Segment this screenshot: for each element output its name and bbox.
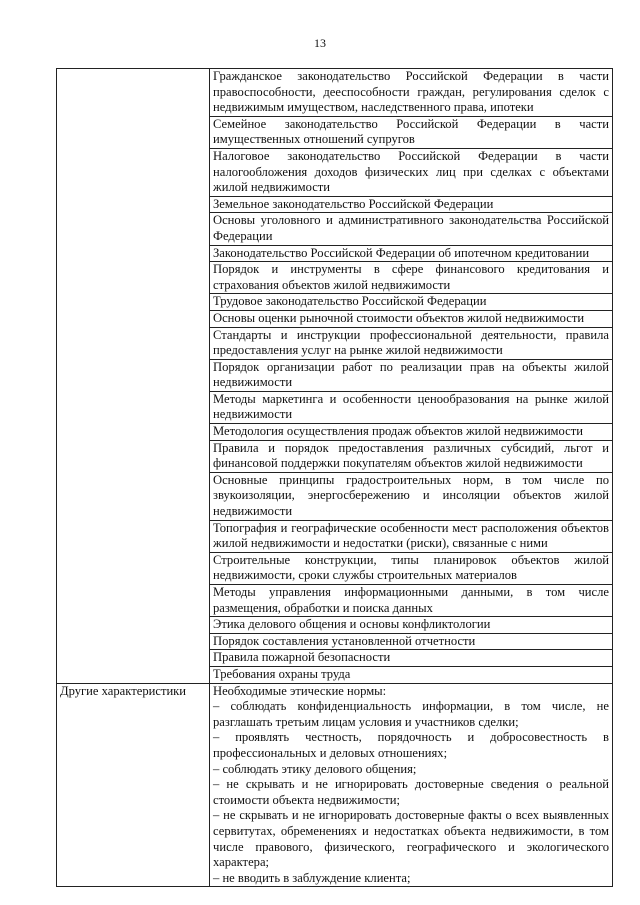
- competency-table: [56, 68, 613, 887]
- knowledge-item: Топография и географические особенности мест расположения объектов жилой недвижимости и недостатки (риски), связанные с ними: [210, 521, 612, 553]
- knowledge-content-cell: [210, 69, 613, 684]
- ethics-norm: – соблюдать конфиденциальность информации, в том числе, не разглашать третьим лицам условия и участников сделки;: [213, 699, 609, 729]
- ethics-norm: – проявлять честность, порядочность и добросовестность в профессиональных и деловых отношениях;: [213, 730, 609, 760]
- page-number: 13: [314, 36, 326, 50]
- knowledge-item: Земельное законодательство Российской Федерации: [210, 197, 612, 214]
- knowledge-item: Стандарты и инструкции профессиональной деятельности, правила предоставления услуг на рынке жилой недвижимости: [210, 328, 612, 360]
- ethics-heading: Необходимые этические нормы:: [213, 683, 387, 698]
- knowledge-item: Порядок и инструменты в сфере финансового кредитования и страхования объектов жилой недвижимости: [210, 262, 612, 294]
- knowledge-item: Гражданское законодательство Российской Федерации в части правоспособности, дееспособности граждан, регулирования сделок с недвижимым имуществом, наследственного права, ипотеки: [210, 69, 612, 117]
- other-characteristics-content: [210, 683, 613, 887]
- other-characteristics-label: Другие характеристики: [57, 683, 210, 887]
- ethics-norm: – не скрывать и не игнорировать достоверные сведения о реальной стоимости объекта недвижимости;: [213, 777, 609, 807]
- knowledge-item: Строительные конструкции, типы планировок объектов жилой недвижимости, сроки службы строительных материалов: [210, 553, 612, 585]
- knowledge-item: Этика делового общения и основы конфликтологии: [210, 617, 612, 634]
- knowledge-label-cell: [57, 69, 210, 684]
- knowledge-item: Трудовое законодательство Российской Федерации: [210, 294, 612, 311]
- knowledge-item: Методы маркетинга и особенности ценообразования на рынке жилой недвижимости: [210, 392, 612, 424]
- knowledge-item: Методология осуществления продаж объектов жилой недвижимости: [210, 424, 612, 441]
- knowledge-item: Основные принципы градостроительных норм, в том числе по звукоизоляции, энергосбережению и инсоляции объектов жилой недвижимости: [210, 473, 612, 521]
- knowledge-item: Основы уголовного и административного законодательства Российской Федерации: [210, 213, 612, 245]
- ethics-norm: – не вводить в заблуждение клиента;: [213, 870, 411, 885]
- knowledge-item: Правила и порядок предоставления различных субсидий, льгот и финансовой поддержки покупателям объектов жилой недвижимости: [210, 441, 612, 473]
- other-characteristics-row: [57, 683, 613, 887]
- knowledge-item: Требования охраны труда: [213, 666, 351, 681]
- knowledge-item: Законодательство Российской Федерации об ипотечном кредитовании: [210, 246, 612, 263]
- knowledge-row: [57, 69, 613, 684]
- ethics-norm: – не скрывать и не игнорировать достоверные факты о всех выявленных сервитутах, обременениях и недостатках объекта недвижимости, в том числе правового, физического, географического и экологического характера;: [213, 808, 609, 870]
- knowledge-item: Семейное законодательство Российской Федерации в части имущественных отношений супругов: [210, 117, 612, 149]
- knowledge-item: Методы управления информационными данными, в том числе размещения, обработки и поиска данных: [210, 585, 612, 617]
- ethics-norm: – соблюдать этику делового общения;: [213, 761, 417, 776]
- knowledge-item: Правила пожарной безопасности: [210, 650, 612, 667]
- knowledge-item: Порядок составления установленной отчетности: [210, 634, 612, 651]
- knowledge-item: Порядок организации работ по реализации прав на объекты жилой недвижимости: [210, 360, 612, 392]
- knowledge-item: Налоговое законодательство Российской Федерации в части налогообложения доходов физических лиц при сделках с объектами жилой недвижимости: [210, 149, 612, 197]
- knowledge-item: Основы оценки рыночной стоимости объектов жилой недвижимости: [210, 311, 612, 328]
